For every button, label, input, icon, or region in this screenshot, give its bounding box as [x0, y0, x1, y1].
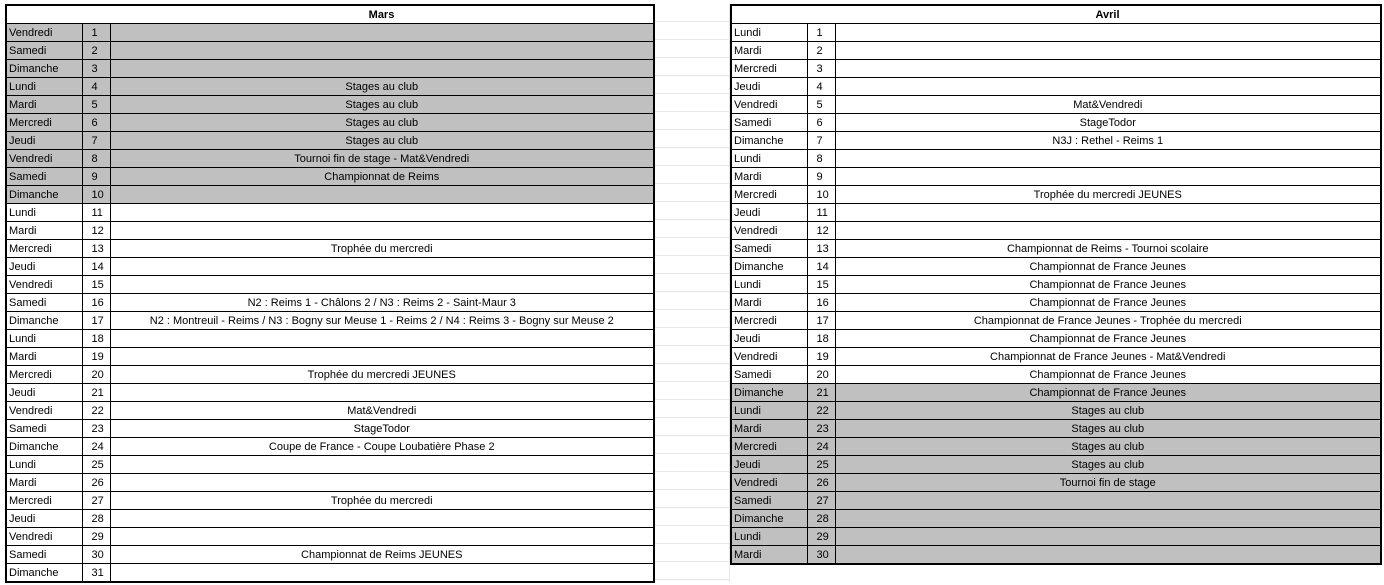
day-number-cell[interactable]: 11	[82, 204, 110, 222]
day-name-cell[interactable]: Mercredi	[731, 186, 807, 204]
table-row	[731, 510, 1381, 528]
day-name-cell[interactable]: Dimanche	[731, 258, 807, 276]
day-number-cell[interactable]: 27	[82, 492, 110, 510]
event-cell[interactable]: Championnat de Reims JEUNES	[110, 546, 654, 564]
event-cell[interactable]	[110, 510, 654, 528]
day-number-cell[interactable]: 9	[82, 168, 110, 186]
event-cell[interactable]: N2 : Montreuil - Reims / N3 : Bogny sur Meuse 1 - Reims 2 / N4 : Reims 3 - Bogny sur Meuse 2	[110, 312, 654, 330]
day-name-cell[interactable]: Samedi	[6, 294, 82, 312]
table-row	[731, 492, 1381, 510]
day-number-cell[interactable]: 23	[807, 420, 835, 438]
event-cell[interactable]	[110, 276, 654, 294]
event-cell[interactable]: Stages au club	[835, 438, 1381, 456]
day-number-cell[interactable]: 27	[807, 492, 835, 510]
day-name-cell[interactable]: Jeudi	[6, 258, 82, 276]
event-cell[interactable]: Trophée du mercredi	[110, 492, 654, 510]
day-number-cell[interactable]: 24	[82, 438, 110, 456]
day-number-cell[interactable]: 18	[82, 330, 110, 348]
event-cell[interactable]	[835, 24, 1381, 42]
day-number-cell[interactable]: 16	[807, 294, 835, 312]
table-row	[6, 240, 654, 258]
day-number-cell[interactable]: 3	[82, 60, 110, 78]
event-cell[interactable]	[110, 258, 654, 276]
event-cell[interactable]: Championnat de France Jeunes	[835, 384, 1381, 402]
day-number-cell[interactable]: 20	[82, 366, 110, 384]
table-row	[731, 114, 1381, 132]
day-name-cell[interactable]: Dimanche	[6, 438, 82, 456]
event-cell[interactable]	[110, 528, 654, 546]
day-name-cell[interactable]: Samedi	[731, 240, 807, 258]
event-cell[interactable]	[835, 510, 1381, 528]
day-number-cell[interactable]: 6	[807, 114, 835, 132]
table-row	[731, 222, 1381, 240]
day-number-cell[interactable]: 24	[807, 438, 835, 456]
day-number-cell[interactable]: 14	[82, 258, 110, 276]
event-cell[interactable]	[110, 456, 654, 474]
table-row	[731, 456, 1381, 474]
table-row	[731, 96, 1381, 114]
day-number-cell[interactable]: 30	[82, 546, 110, 564]
avril-month-title[interactable]: Avril	[835, 5, 1381, 24]
table-row	[6, 78, 654, 96]
event-cell[interactable]	[110, 564, 654, 583]
day-name-cell[interactable]: Lundi	[6, 456, 82, 474]
day-name-cell[interactable]: Dimanche	[6, 564, 82, 583]
day-number-cell[interactable]: 19	[82, 348, 110, 366]
event-cell[interactable]: Stages au club	[835, 420, 1381, 438]
day-number-cell[interactable]: 22	[82, 402, 110, 420]
event-cell[interactable]: Trophée du mercredi JEUNES	[835, 186, 1381, 204]
day-number-cell[interactable]: 17	[82, 312, 110, 330]
event-cell[interactable]	[835, 528, 1381, 546]
table-row	[731, 348, 1381, 366]
day-number-cell[interactable]: 15	[82, 276, 110, 294]
day-name-cell[interactable]: Samedi	[6, 42, 82, 60]
day-name-cell[interactable]: Jeudi	[731, 78, 807, 96]
table-row	[6, 168, 654, 186]
event-cell[interactable]	[835, 546, 1381, 565]
table-row	[6, 402, 654, 420]
day-name-cell[interactable]: Lundi	[6, 330, 82, 348]
table-row	[6, 60, 654, 78]
day-name-cell[interactable]: Jeudi	[6, 132, 82, 150]
table-row	[6, 204, 654, 222]
day-name-cell[interactable]: Dimanche	[731, 510, 807, 528]
table-row	[731, 150, 1381, 168]
day-name-cell[interactable]: Vendredi	[6, 276, 82, 294]
table-row	[6, 384, 654, 402]
day-number-cell[interactable]: 6	[82, 114, 110, 132]
event-cell[interactable]: Stages au club	[110, 96, 654, 114]
table-row	[6, 96, 654, 114]
avril-header-row	[731, 5, 1381, 24]
table-row	[6, 510, 654, 528]
day-name-cell[interactable]: Mercredi	[6, 114, 82, 132]
day-number-cell[interactable]: 2	[807, 42, 835, 60]
avril-rows	[731, 24, 1381, 565]
day-name-cell[interactable]: Vendredi	[731, 474, 807, 492]
table-row	[6, 456, 654, 474]
day-name-cell[interactable]: Mardi	[731, 168, 807, 186]
table-row	[6, 222, 654, 240]
day-number-cell[interactable]: 1	[82, 24, 110, 42]
table-row	[731, 186, 1381, 204]
avril-header-blank[interactable]	[731, 5, 835, 24]
event-cell[interactable]: StageTodor	[110, 420, 654, 438]
day-number-cell[interactable]: 29	[807, 528, 835, 546]
event-cell[interactable]	[835, 42, 1381, 60]
table-row	[731, 132, 1381, 150]
day-name-cell[interactable]: Vendredi	[6, 150, 82, 168]
event-cell[interactable]	[110, 204, 654, 222]
table-row	[6, 564, 654, 583]
event-cell[interactable]: N3J : Rethel - Reims 1	[835, 132, 1381, 150]
day-name-cell[interactable]: Mercredi	[6, 240, 82, 258]
table-row	[731, 42, 1381, 60]
event-cell[interactable]: Championnat de France Jeunes - Trophée du mercredi	[835, 312, 1381, 330]
table-row	[731, 546, 1381, 565]
event-cell[interactable]	[110, 42, 654, 60]
day-name-cell[interactable]: Dimanche	[731, 132, 807, 150]
day-name-cell[interactable]: Samedi	[731, 114, 807, 132]
day-name-cell[interactable]: Mardi	[6, 348, 82, 366]
day-name-cell[interactable]: Mercredi	[731, 438, 807, 456]
day-number-cell[interactable]: 18	[807, 330, 835, 348]
day-number-cell[interactable]: 14	[807, 258, 835, 276]
day-number-cell[interactable]: 13	[82, 240, 110, 258]
mars-calendar-table	[5, 4, 655, 583]
table-row	[6, 258, 654, 276]
table-row	[731, 294, 1381, 312]
table-row	[6, 132, 654, 150]
event-cell[interactable]: Championnat de France Jeunes	[835, 366, 1381, 384]
event-cell[interactable]	[110, 222, 654, 240]
day-number-cell[interactable]: 23	[82, 420, 110, 438]
day-number-cell[interactable]: 31	[82, 564, 110, 583]
day-number-cell[interactable]: 12	[807, 222, 835, 240]
event-cell[interactable]: Championnat de France Jeunes	[835, 276, 1381, 294]
day-name-cell[interactable]: Mardi	[6, 222, 82, 240]
day-name-cell[interactable]: Lundi	[6, 204, 82, 222]
day-name-cell[interactable]: Samedi	[6, 546, 82, 564]
mars-header-row	[6, 5, 654, 24]
table-row	[731, 366, 1381, 384]
day-name-cell[interactable]: Vendredi	[731, 96, 807, 114]
table-row	[731, 330, 1381, 348]
table-row	[6, 492, 654, 510]
table-row	[6, 546, 654, 564]
event-cell[interactable]: Coupe de France - Coupe Loubatière Phase 2	[110, 438, 654, 456]
day-number-cell[interactable]: 21	[82, 384, 110, 402]
table-row	[6, 474, 654, 492]
mars-rows	[6, 24, 654, 583]
day-name-cell[interactable]: Mardi	[731, 420, 807, 438]
table-row	[6, 276, 654, 294]
day-name-cell[interactable]: Lundi	[731, 402, 807, 420]
event-cell[interactable]: Trophée du mercredi	[110, 240, 654, 258]
day-name-cell[interactable]: Jeudi	[731, 456, 807, 474]
event-cell[interactable]: Stages au club	[110, 132, 654, 150]
avril-calendar-table	[730, 4, 1382, 565]
day-number-cell[interactable]: 17	[807, 312, 835, 330]
day-name-cell[interactable]: Lundi	[6, 78, 82, 96]
mars-header-blank[interactable]	[6, 5, 110, 24]
mars-month-title[interactable]: Mars	[110, 5, 654, 24]
table-row	[731, 402, 1381, 420]
day-name-cell[interactable]: Mardi	[731, 42, 807, 60]
event-cell[interactable]	[835, 492, 1381, 510]
event-cell[interactable]	[110, 384, 654, 402]
table-row	[731, 312, 1381, 330]
day-number-cell[interactable]: 5	[807, 96, 835, 114]
event-cell[interactable]: Mat&Vendredi	[110, 402, 654, 420]
table-row	[6, 438, 654, 456]
day-number-cell[interactable]: 26	[82, 474, 110, 492]
table-row	[731, 420, 1381, 438]
table-row	[731, 60, 1381, 78]
day-name-cell[interactable]: Mardi	[6, 96, 82, 114]
table-row	[6, 294, 654, 312]
day-number-cell[interactable]: 28	[807, 510, 835, 528]
day-number-cell[interactable]: 20	[807, 366, 835, 384]
empty-grid-area	[653, 4, 730, 582]
day-name-cell[interactable]: Vendredi	[731, 222, 807, 240]
event-cell[interactable]	[835, 222, 1381, 240]
event-cell[interactable]: Mat&Vendredi	[835, 96, 1381, 114]
event-cell[interactable]: Championnat de France Jeunes	[835, 294, 1381, 312]
day-number-cell[interactable]: 22	[807, 402, 835, 420]
day-name-cell[interactable]: Jeudi	[6, 510, 82, 528]
day-name-cell[interactable]: Mardi	[731, 294, 807, 312]
day-name-cell[interactable]: Mercredi	[6, 492, 82, 510]
day-number-cell[interactable]: 9	[807, 168, 835, 186]
event-cell[interactable]: Championnat de Reims - Tournoi scolaire	[835, 240, 1381, 258]
event-cell[interactable]	[110, 186, 654, 204]
day-number-cell[interactable]: 21	[807, 384, 835, 402]
event-cell[interactable]: Trophée du mercredi JEUNES	[110, 366, 654, 384]
day-name-cell[interactable]: Dimanche	[6, 186, 82, 204]
table-row	[6, 186, 654, 204]
event-cell[interactable]: Championnat de France Jeunes	[835, 258, 1381, 276]
event-cell[interactable]: Championnat de France Jeunes	[835, 330, 1381, 348]
day-name-cell[interactable]: Mercredi	[6, 366, 82, 384]
day-number-cell[interactable]: 2	[82, 42, 110, 60]
day-name-cell[interactable]: Vendredi	[731, 348, 807, 366]
event-cell[interactable]	[835, 204, 1381, 222]
table-row	[6, 330, 654, 348]
table-row	[731, 24, 1381, 42]
table-row	[731, 528, 1381, 546]
event-cell[interactable]	[110, 474, 654, 492]
day-name-cell[interactable]: Dimanche	[6, 60, 82, 78]
day-name-cell[interactable]: Samedi	[731, 366, 807, 384]
day-number-cell[interactable]: 4	[82, 78, 110, 96]
day-number-cell[interactable]: 4	[807, 78, 835, 96]
day-number-cell[interactable]: 28	[82, 510, 110, 528]
day-number-cell[interactable]: 1	[807, 24, 835, 42]
day-number-cell[interactable]: 10	[82, 186, 110, 204]
table-row	[6, 366, 654, 384]
event-cell[interactable]: Stages au club	[110, 78, 654, 96]
day-number-cell[interactable]: 7	[82, 132, 110, 150]
day-number-cell[interactable]: 11	[807, 204, 835, 222]
day-name-cell[interactable]: Lundi	[731, 24, 807, 42]
day-number-cell[interactable]: 3	[807, 60, 835, 78]
day-name-cell[interactable]: Lundi	[731, 276, 807, 294]
day-number-cell[interactable]: 26	[807, 474, 835, 492]
table-row	[6, 312, 654, 330]
table-row	[6, 420, 654, 438]
event-cell[interactable]	[835, 168, 1381, 186]
event-cell[interactable]	[835, 60, 1381, 78]
day-name-cell[interactable]: Mercredi	[731, 60, 807, 78]
event-cell[interactable]: Championnat de Reims	[110, 168, 654, 186]
day-name-cell[interactable]: Samedi	[6, 420, 82, 438]
table-row	[731, 258, 1381, 276]
day-number-cell[interactable]: 29	[82, 528, 110, 546]
table-row	[6, 24, 654, 42]
day-name-cell[interactable]: Vendredi	[6, 24, 82, 42]
day-name-cell[interactable]: Jeudi	[731, 330, 807, 348]
day-name-cell[interactable]: Lundi	[731, 528, 807, 546]
day-number-cell[interactable]: 30	[807, 546, 835, 565]
table-row	[731, 204, 1381, 222]
day-number-cell[interactable]: 25	[82, 456, 110, 474]
event-cell[interactable]	[110, 24, 654, 42]
day-name-cell[interactable]: Samedi	[731, 492, 807, 510]
day-name-cell[interactable]: Dimanche	[731, 384, 807, 402]
event-cell[interactable]	[835, 78, 1381, 96]
day-number-cell[interactable]: 25	[807, 456, 835, 474]
table-row	[731, 474, 1381, 492]
day-name-cell[interactable]: Jeudi	[731, 204, 807, 222]
event-cell[interactable]: Championnat de France Jeunes - Mat&Vendredi	[835, 348, 1381, 366]
event-cell[interactable]	[110, 348, 654, 366]
day-number-cell[interactable]: 16	[82, 294, 110, 312]
table-row	[6, 348, 654, 366]
day-name-cell[interactable]: Lundi	[731, 150, 807, 168]
event-cell[interactable]: Tournoi fin de stage - Mat&Vendredi	[110, 150, 654, 168]
day-number-cell[interactable]: 8	[82, 150, 110, 168]
event-cell[interactable]	[835, 150, 1381, 168]
event-cell[interactable]: N2 : Reims 1 - Châlons 2 / N3 : Reims 2 - Saint-Maur 3	[110, 294, 654, 312]
day-name-cell[interactable]: Dimanche	[6, 312, 82, 330]
day-number-cell[interactable]: 8	[807, 150, 835, 168]
event-cell[interactable]: StageTodor	[835, 114, 1381, 132]
day-name-cell[interactable]: Mercredi	[731, 312, 807, 330]
table-row	[731, 78, 1381, 96]
day-name-cell[interactable]: Samedi	[6, 168, 82, 186]
day-number-cell[interactable]: 7	[807, 132, 835, 150]
day-name-cell[interactable]: Jeudi	[6, 384, 82, 402]
day-name-cell[interactable]: Vendredi	[6, 402, 82, 420]
event-cell[interactable]	[110, 60, 654, 78]
table-row	[731, 168, 1381, 186]
event-cell[interactable]: Stages au club	[835, 456, 1381, 474]
table-row	[731, 438, 1381, 456]
event-cell[interactable]: Stages au club	[835, 402, 1381, 420]
day-number-cell[interactable]: 12	[82, 222, 110, 240]
day-number-cell[interactable]: 10	[807, 186, 835, 204]
day-name-cell[interactable]: Mardi	[6, 474, 82, 492]
day-name-cell[interactable]: Mardi	[731, 546, 807, 565]
table-row	[6, 528, 654, 546]
day-number-cell[interactable]: 13	[807, 240, 835, 258]
day-number-cell[interactable]: 19	[807, 348, 835, 366]
table-row	[6, 150, 654, 168]
event-cell[interactable]: Stages au club	[110, 114, 654, 132]
table-row	[731, 276, 1381, 294]
table-row	[731, 384, 1381, 402]
table-row	[6, 42, 654, 60]
event-cell[interactable]: Tournoi fin de stage	[835, 474, 1381, 492]
day-name-cell[interactable]: Vendredi	[6, 528, 82, 546]
day-number-cell[interactable]: 15	[807, 276, 835, 294]
table-row	[731, 240, 1381, 258]
day-number-cell[interactable]: 5	[82, 96, 110, 114]
event-cell[interactable]	[110, 330, 654, 348]
table-row	[6, 114, 654, 132]
